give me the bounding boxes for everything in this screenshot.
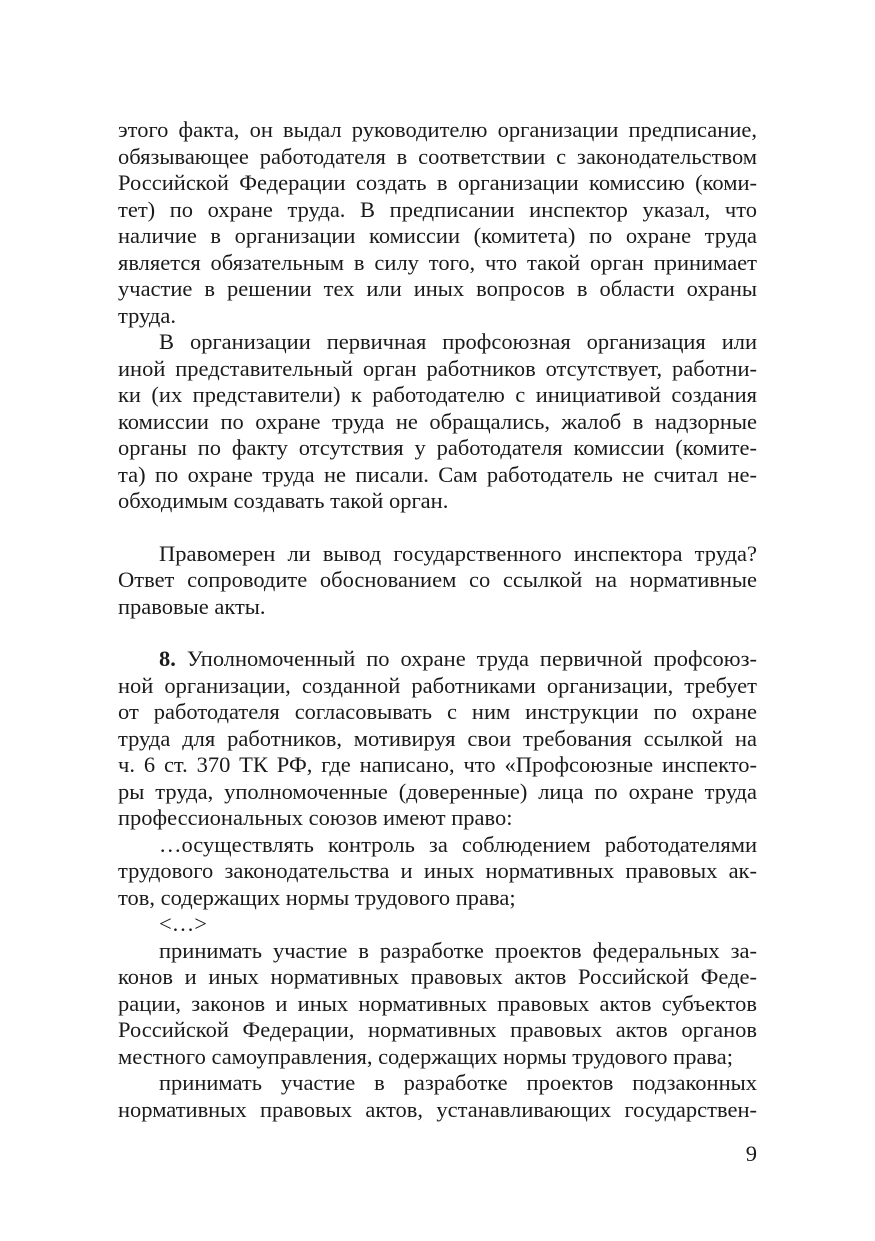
text-line: нормативных правовых актов, устанавливающих государствен- <box>118 1096 757 1122</box>
task-text: Уполномоченный по охране труда первичной профсоюз- <box>175 646 757 671</box>
paragraph-gap <box>118 620 757 646</box>
text-line: ры труда, уполномоченные (доверенные) лица по охране труда <box>118 778 757 804</box>
omission-marker <box>118 911 757 938</box>
text-line: органы по факту отсутствия у работодателя комиссии (комите- <box>118 435 757 460</box>
text-line <box>118 646 757 673</box>
text-line: Ответ сопроводите обоснованием со ссылкой на нормативные <box>118 567 757 592</box>
text-line: Российской Федерации создать в организации комиссию (коми- <box>118 170 757 195</box>
text-line: обязывающее работодателя в соответствии с законодательством <box>118 143 757 169</box>
text-line: местного самоуправления, содержащих нормы трудового права; <box>118 1043 733 1069</box>
text-line: конов и иных нормативных правовых актов Российской Феде- <box>118 964 757 989</box>
question-paragraph <box>118 541 757 621</box>
page-body <box>118 117 757 1123</box>
text-line: наличие в организации комиссии (комитета) по охране труда <box>118 223 757 248</box>
text-line: <…> <box>159 911 207 936</box>
text-line: Правомерен ли вывод государственного инспектора труда? <box>159 540 757 566</box>
text-line: этого факта, он выдал руководителю организации предписание, <box>118 117 757 142</box>
text-line: …осуществлять контроль за соблюдением работодателями <box>159 831 757 857</box>
text-line: профессиональных союзов имеют право: <box>118 805 513 830</box>
quote-paragraph <box>118 832 757 912</box>
text-line: труда. <box>118 302 176 328</box>
paragraph <box>118 117 757 329</box>
text-line: иной представительный орган работников отсутствует, работни- <box>118 355 757 381</box>
quote-paragraph <box>118 1070 757 1123</box>
page-number: 9 <box>745 1141 757 1166</box>
text-line: обходимым создавать такой орган. <box>118 488 449 513</box>
text-line: комиссии по охране труда не обращались, жалоб в надзорные <box>118 408 757 434</box>
text-line: трудового законодательства и иных нормативных правовых ак- <box>118 858 757 883</box>
quote-paragraph <box>118 938 757 1071</box>
task-number: 8. <box>159 646 176 671</box>
text-line: рации, законов и иных нормативных правовых актов субъектов <box>118 990 757 1016</box>
text-line: от работодателя согласовывать с ним инструкции по охране <box>118 699 757 724</box>
paragraph-gap <box>118 515 757 541</box>
task-paragraph <box>118 646 757 832</box>
text-line: является обязательным в силу того, что такой орган принимает <box>118 249 757 275</box>
text-line: В организации первичная профсоюзная организация или <box>159 329 757 354</box>
text-line: ч. 6 ст. 370 ТК РФ, где написано, что «Профсоюзные инспекто- <box>118 752 757 777</box>
text-line: тет) по охране труда. В предписании инспектор указал, что <box>118 196 757 222</box>
paragraph <box>118 329 757 515</box>
text-line: правовые акты. <box>118 593 266 619</box>
text-line: Российской Федерации, нормативных правовых актов органов <box>118 1017 757 1042</box>
text-line: ки (их представители) к работодателю с инициативой создания <box>118 382 757 407</box>
text-line: принимать участие в разработке проектов подзаконных <box>159 1070 757 1095</box>
text-line: тов, содержащих нормы трудового права; <box>118 884 516 910</box>
text-line: труда для работников, мотивируя свои требования ссылкой на <box>118 725 757 751</box>
text-line: принимать участие в разработке проектов федеральных за- <box>159 937 757 963</box>
text-line: ной организации, созданной работниками организации, требует <box>118 672 757 698</box>
text-line: участие в решении тех или иных вопросов в области охраны <box>118 276 757 301</box>
text-line: та) по охране труда не писали. Сам работодатель не считал не- <box>118 461 757 487</box>
